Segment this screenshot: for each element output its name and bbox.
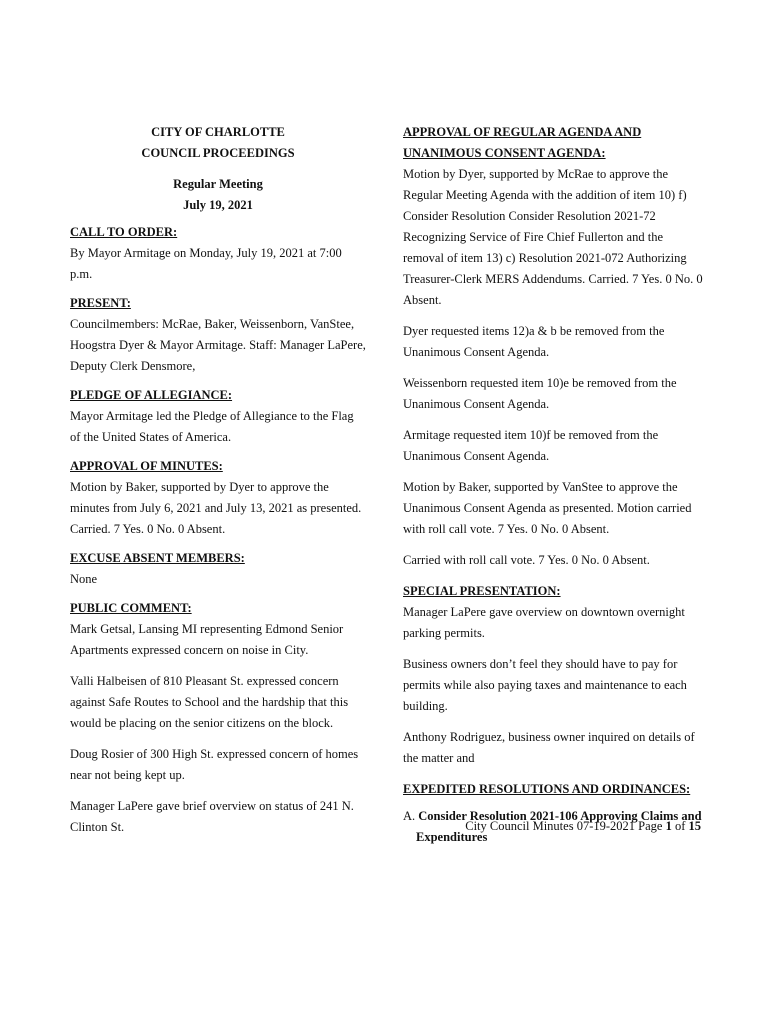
public-comment-paragraph: Valli Halbeisen of 810 Pleasant St. expressed concern against Safe Routes to School and the hardship that this would be placing on the senior citizens on the block. — [70, 674, 349, 730]
item-title-continued: Expenditures — [416, 830, 488, 844]
proceedings-title: COUNCIL PROCEEDINGS — [141, 146, 295, 160]
agenda-paragraph: Armitage requested item 10)f be removed from the Unanimous Consent Agenda. — [403, 428, 659, 463]
public-comment-heading: PUBLIC COMMENT: — [70, 601, 192, 615]
agenda-paragraph: Weissenborn requested item 10)e be removed from the Unanimous Consent Agenda. — [403, 376, 677, 411]
city-name: CITY OF CHARLOTTE — [151, 125, 285, 139]
public-comment-paragraph: Doug Rosier of 300 High St. expressed concern of homes near not being kept up. — [70, 747, 359, 782]
special-presentation-section — [403, 581, 703, 769]
minutes-text: Motion by Baker, supported by Dyer to approve the minutes from July 6, 2021 and July 13, 2021 as presented. Carried. 7 Yes. 0 No. 0 Absent. — [70, 480, 362, 536]
left-column — [70, 122, 366, 848]
agenda-heading: APPROVAL OF REGULAR AGENDA AND UNANIMOUS CONSENT AGENDA: — [403, 125, 642, 160]
excuse-text: None — [70, 572, 98, 586]
present-section — [70, 293, 366, 377]
excuse-section — [70, 548, 366, 590]
meeting-type: Regular Meeting — [173, 177, 263, 191]
meeting-date: July 19, 2021 — [183, 198, 253, 212]
agenda-paragraph: Motion by Dyer, supported by McRae to approve the Regular Meeting Agenda with the addition of item 10) f) Consider Resolution Consider Resolution 2021-72 Recognizing Service of Fire Chief Fullerton and the removal of item 13) c) Resolution 2021-072 Authorizing Treasurer-Clerk MERS Addendums. Carried. 7 Yes. 0 No. 0 Absent. — [403, 167, 703, 307]
minutes-heading: APPROVAL OF MINUTES: — [70, 459, 223, 473]
call-to-order-text: By Mayor Armitage on Monday, July 19, 2021 at 7:00 p.m. — [70, 246, 342, 281]
footer-total-pages: 15 — [688, 819, 701, 833]
present-heading: PRESENT: — [70, 296, 131, 310]
special-presentation-paragraph: Manager LaPere gave overview on downtown overnight parking permits. — [403, 605, 685, 640]
pledge-text: Mayor Armitage led the Pledge of Allegiance to the Flag of the United States of America. — [70, 409, 354, 444]
minutes-section — [70, 456, 366, 540]
public-comment-paragraph: Manager LaPere gave brief overview on status of 241 N. Clinton St. — [70, 799, 354, 834]
agenda-paragraph: Carried with roll call vote. 7 Yes. 0 No. 0 Absent. — [403, 553, 650, 567]
excuse-heading: EXCUSE ABSENT MEMBERS: — [70, 551, 245, 565]
pledge-heading: PLEDGE OF ALLEGIANCE: — [70, 388, 233, 402]
expedited-section — [403, 779, 703, 848]
present-text: Councilmembers: McRae, Baker, Weissenborn, VanStee, Hoogstra Dyer & Mayor Armitage. Staff: Manager LaPere, Deputy Clerk Densmore, — [70, 317, 366, 373]
agenda-paragraph: Motion by Baker, supported by VanStee to approve the Unanimous Consent Agenda as presented. Motion carried with roll call vote. 7 Yes. 0 No. 0 Absent. — [403, 480, 692, 536]
special-presentation-paragraph: Anthony Rodriguez, business owner inquired on details of the matter and — [403, 730, 695, 765]
public-comment-paragraph: Mark Getsal, Lansing MI representing Edmond Senior Apartments expressed concern on noise in City. — [70, 622, 344, 657]
call-to-order-heading: CALL TO ORDER: — [70, 225, 178, 239]
expedited-heading: EXPEDITED RESOLUTIONS AND ORDINANCES: — [403, 782, 691, 796]
special-presentation-paragraph: Business owners don’t feel they should have to pay for permits while also paying taxes and maintenance to each building. — [403, 657, 687, 713]
special-presentation-heading: SPECIAL PRESENTATION: — [403, 584, 561, 598]
call-to-order-section — [70, 222, 366, 285]
item-title: Consider Resolution 2021-106 Approving Claims and — [418, 809, 702, 823]
page-footer — [403, 816, 701, 837]
footer-of: of — [671, 819, 689, 833]
document-title — [70, 122, 366, 164]
item-prefix: A. — [403, 809, 419, 823]
agenda-paragraph: Dyer requested items 12)a & b be removed from the Unanimous Consent Agenda. — [403, 324, 665, 359]
footer-text: City Council Minutes 07-19-2021 Page — [465, 819, 666, 833]
meeting-info — [70, 174, 366, 216]
right-column — [403, 122, 703, 848]
agenda-section — [403, 122, 703, 571]
public-comment-section — [70, 598, 366, 838]
footer-page-number: 1 — [665, 819, 672, 833]
pledge-section — [70, 385, 366, 448]
